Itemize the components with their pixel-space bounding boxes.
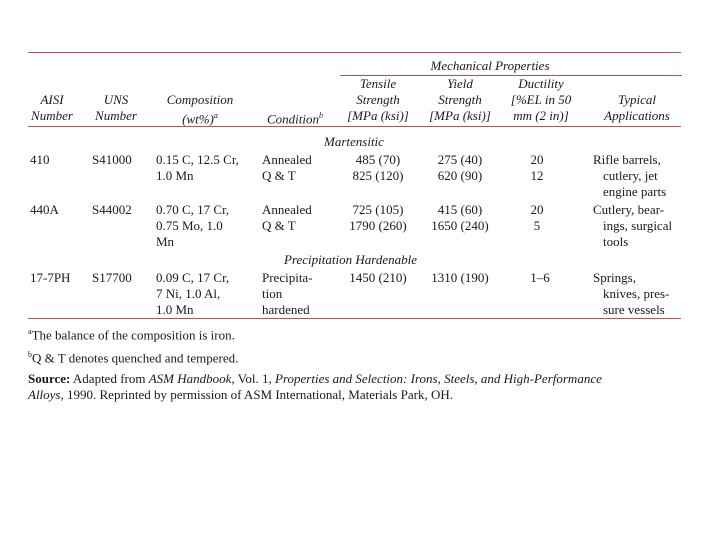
row-410-condition: Annealed Q & T	[262, 152, 312, 183]
source-note: Source: Adapted from ASM Handbook, Vol. 1, Properties and Selection: Irons, Steels, and High-Performance Alloys, 1990. Reprinted by permission of ASM International, Materials Park, OH.	[28, 370, 602, 402]
header-aisi: AISI Number	[31, 92, 73, 123]
row-440a-tensile: 725 (105) 1790 (260)	[349, 202, 407, 233]
row-17-7ph-tensile: 1450 (210)	[349, 270, 407, 285]
row-440a-ductility: 20 5	[530, 202, 544, 233]
row-440a-applications: Cutlery, bear- ings, surgical tools	[593, 202, 673, 249]
row-440a-yield: 415 (60) 1650 (240)	[431, 202, 489, 233]
header-uns: UNS Number	[95, 92, 137, 123]
row-17-7ph-applications: Springs, knives, pres- sure vessels	[593, 270, 670, 317]
row-17-7ph-ductility: 1–6	[530, 270, 550, 285]
header-typical-applications: Typical Applications	[604, 92, 670, 123]
row-17-7ph-composition: 0.09 C, 17 Cr, 7 Ni, 1.0 Al, 1.0 Mn	[156, 270, 230, 317]
row-17-7ph-uns: S17700	[92, 270, 132, 285]
row-440a-uns: S44002	[92, 202, 132, 217]
row-440a-aisi: 440A	[30, 202, 59, 217]
row-17-7ph-yield: 1310 (190)	[431, 270, 489, 285]
group-header-mechanical-properties: Mechanical Properties	[430, 58, 550, 73]
table-bottom-rule	[28, 318, 681, 319]
row-410-aisi: 410	[30, 152, 50, 167]
row-410-composition: 0.15 C, 12.5 Cr, 1.0 Mn	[156, 152, 239, 183]
row-410-ductility: 20 12	[530, 152, 544, 183]
section-title-precipitation-hardenable: Precipitation Hardenable	[284, 252, 417, 267]
header-tensile-strength: Tensile Strength [MPa (ksi)]	[347, 76, 409, 123]
table-top-rule	[28, 52, 681, 53]
footnote-b: $^b$Q & T denotes quenched and tempered.	[28, 350, 239, 366]
header-ductility: Ductility [%EL in 50 mm (2 in)]	[510, 76, 572, 123]
row-410-applications: Rifle barrels, cutlery, jet engine parts	[593, 152, 667, 199]
row-440a-composition: 0.70 C, 17 Cr, 0.75 Mo, 1.0 Mn	[156, 202, 230, 249]
row-410-tensile: 485 (70) 825 (120)	[352, 152, 404, 183]
row-17-7ph-aisi: 17-7PH	[30, 270, 71, 285]
footnote-a: $^a$The balance of the composition is iron.	[28, 327, 235, 343]
header-condition: Condition$^b$	[266, 111, 323, 127]
footnotes	[28, 324, 683, 403]
row-410-uns: S41000	[92, 152, 132, 167]
row-410-yield: 275 (40) 620 (90)	[437, 152, 483, 183]
row-440a-condition: Annealed Q & T	[262, 202, 312, 233]
header-composition: Composition $(wt\%)^a$	[166, 92, 234, 127]
header-bottom-rule	[28, 126, 681, 127]
section-title-martensitic: Martensitic	[324, 134, 384, 149]
header-yield-strength: Yield Strength [MPa (ksi)]	[429, 76, 491, 123]
row-17-7ph-condition: Precipita- tion hardened	[262, 270, 313, 317]
